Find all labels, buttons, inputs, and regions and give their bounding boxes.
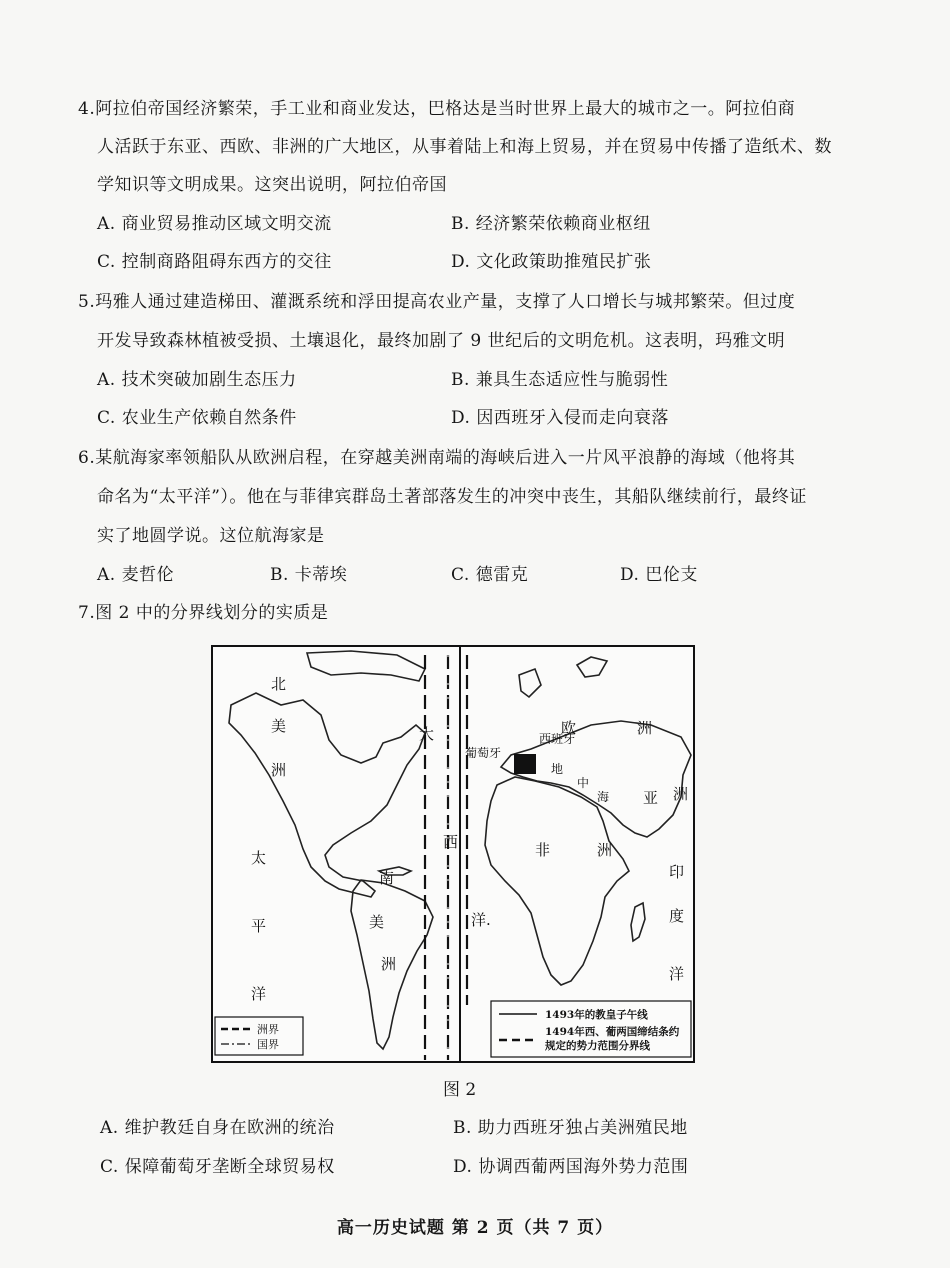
q7-line-1: 7.图 2 中的分界线划分的实质是 (78, 603, 329, 623)
q6-line-3: 实了地圆学说。这位航海家是 (97, 526, 325, 546)
q5-option-c: C. 农业生产依赖自然条件 (97, 408, 297, 428)
q7-option-b: B. 助力西班牙独占美洲殖民地 (453, 1118, 688, 1138)
label-europe-1: 欧 (561, 719, 577, 737)
q4-line-1: 4.阿拉伯帝国经济繁荣，手工业和商业发达，巴格达是当时世界上最大的城市之一。阿拉伯商 (78, 99, 796, 119)
q6-option-c: C. 德雷克 (451, 565, 529, 585)
label-portugal: 葡萄牙 (465, 746, 502, 760)
label-north-america-1: 北 (271, 675, 287, 693)
q5-line-1: 5.玛雅人通过建造梯田、灌溉系统和浮田提高农业产量，支撑了人口增长与城邦繁荣。但过度 (78, 292, 796, 312)
label-atlantic-3: 洋. (471, 911, 491, 929)
q4-option-c: C. 控制商路阻碍东西方的交往 (97, 252, 332, 272)
q4-line-2: 人活跃于东亚、西欧、非洲的广大地区，从事着陆上和海上贸易，并在贸易中传播了造纸术、数 (97, 137, 832, 157)
q6-option-b: B. 卡蒂埃 (270, 565, 348, 585)
label-asia-1: 亚 (643, 789, 659, 807)
legend-treaty-line-1: 1494年西、葡两国缔结条约 (545, 1026, 680, 1038)
label-pacific-3: 洋 (251, 985, 267, 1003)
label-north-america-3: 洲 (271, 761, 287, 779)
q4-line-3: 学知识等文明成果。这突出说明，阿拉伯帝国 (97, 175, 447, 195)
legend-country-border: 国界 (257, 1038, 279, 1051)
label-mediterranean-2: 中 (577, 776, 590, 790)
legend-treaty-line-2: 规定的势力范围分界线 (545, 1040, 650, 1052)
q6-line-1: 6.某航海家率领船队从欧洲启程，在穿越美洲南端的海峡后进入一片风平浪静的海域（他将其 (78, 448, 796, 468)
q4-option-d: D. 文化政策助推殖民扩张 (451, 252, 652, 272)
q5-option-d: D. 因西班牙入侵而走向衰落 (451, 408, 669, 428)
legend-papal-meridian: 1493年的教皇子午线 (545, 1009, 648, 1021)
legend-continent-border: 洲界 (257, 1023, 279, 1036)
label-spain: 西班牙 (539, 732, 576, 746)
world-division-map (211, 645, 695, 1063)
label-mediterranean-3: 海 (597, 790, 610, 804)
legend-left (215, 1017, 303, 1055)
iberian-peninsula (514, 754, 536, 774)
label-indian-ocean-1: 印 (669, 863, 685, 881)
map-frame (212, 646, 694, 1062)
q5-line-2: 开发导致森林植被受损、土壤退化，最终加剧了 9 世纪后的文明危机。这表明，玛雅文明 (97, 331, 786, 351)
q6-option-d: D. 巴伦支 (620, 565, 698, 585)
label-asia-2: 洲 (673, 785, 689, 803)
figure-caption: 图 2 (443, 1080, 477, 1100)
q4-option-b: B. 经济繁荣依赖商业枢纽 (451, 214, 651, 234)
q6-option-a: A. 麦哲伦 (97, 565, 175, 585)
q7-option-c: C. 保障葡萄牙垄断全球贸易权 (100, 1157, 335, 1177)
label-africa-1: 非 (535, 841, 551, 859)
label-atlantic-2: 西 (443, 833, 459, 851)
label-atlantic-1: 大 (419, 725, 435, 743)
label-europe-2: 洲 (637, 719, 653, 737)
q5-option-a: A. 技术突破加剧生态压力 (97, 370, 297, 390)
label-north-america-2: 美 (271, 717, 287, 735)
label-south-america-3: 洲 (381, 955, 397, 973)
label-mediterranean-1: 地 (551, 762, 564, 776)
label-pacific-2: 平 (251, 917, 267, 935)
label-south-america-1: 南 (379, 869, 395, 887)
label-africa-2: 洲 (597, 841, 613, 859)
q7-option-a: A. 维护教廷自身在欧洲的统治 (100, 1118, 335, 1138)
label-south-america-2: 美 (369, 913, 385, 931)
q6-line-2: 命名为“太平洋”）。他在与菲律宾群岛土著部落发生的冲突中丧生，其船队继续前行，最终证 (97, 487, 807, 507)
q7-option-d: D. 协调西葡两国海外势力范围 (453, 1157, 689, 1177)
q5-option-b: B. 兼具生态适应性与脆弱性 (451, 370, 669, 390)
legend-right (491, 1001, 691, 1057)
label-pacific-1: 太 (251, 849, 267, 867)
q4-option-a: A. 商业贸易推动区域文明交流 (97, 214, 332, 234)
page-footer: 高一历史试题 第 2 页（共 7 页） (336, 1218, 614, 1238)
label-indian-ocean-3: 洋 (669, 965, 685, 983)
label-indian-ocean-2: 度 (669, 907, 685, 925)
